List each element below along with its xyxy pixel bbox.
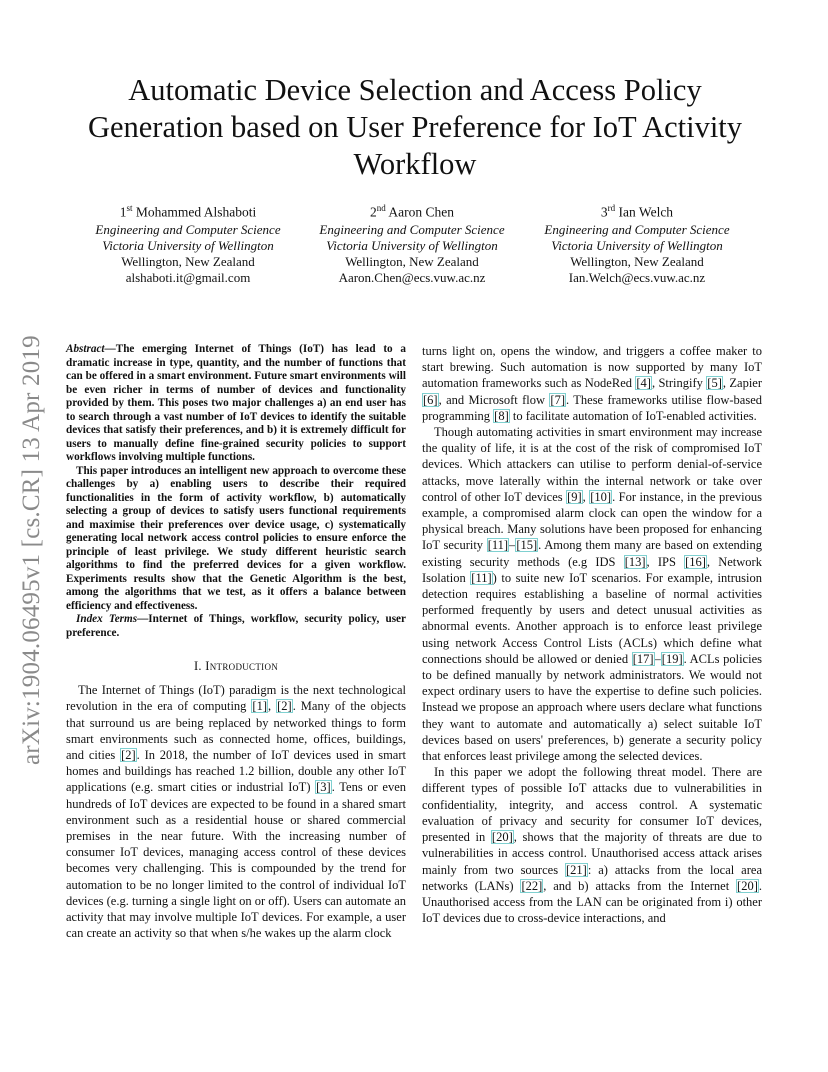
citation-link[interactable]: [3] <box>316 780 331 795</box>
citation-link[interactable]: [13] <box>624 554 646 569</box>
index-terms-label: Index Terms <box>76 613 138 625</box>
author-univ: Victoria University of Wellington <box>551 237 723 253</box>
citation-link[interactable]: [15] <box>516 538 538 553</box>
arxiv-stamp-text: arXiv:1904.06495v1 [cs.CR] 13 Apr 2019 <box>18 335 45 765</box>
right-column <box>422 343 762 926</box>
author-city: Wellington, New Zealand <box>345 254 479 270</box>
intro-paragraph-3: In this paper we adopt the following threat model. There are different types of possible IoT attacks due to vulnerabilities in confidentiality, integrity, and access control. A systematic evaluation of privacy and security for consumer IoT devices, presented in [20], shows that the majority of threats are due to vulnerabilities in access control. Unauthorised access attack arises mainly from two sources [21]: a) attacks from the local area networks (LANs) [22], and b) attacks from the Internet [20]. Unauthorised access from the LAN can be originated from i) other IoT devices due to cross-device interactions, and <box>422 765 762 926</box>
author-3: 3rd Ian Welch Engineering and Computer Science Victoria University of Wellington Wellington, New Zealand Ian.Welch@ecs.vuw.ac.nz <box>527 200 747 287</box>
author-1: 1st Mohammed Alshaboti Engineering and Computer Science Victoria University of Wellington Wellington, New Zealand alshaboti.it@gmail.com <box>78 200 298 287</box>
author-dept: Engineering and Computer Science <box>95 221 281 237</box>
author-email: Aaron.Chen@ecs.vuw.ac.nz <box>338 270 486 286</box>
paper-title: Automatic Device Selection and Access Policy Generation based on User Preference for IoT Activity Workflow <box>87 73 743 181</box>
author-univ: Victoria University of Wellington <box>102 237 274 253</box>
citation-link[interactable]: [20] <box>491 830 513 845</box>
citation-link[interactable]: [11] <box>471 570 492 585</box>
abstract <box>66 343 406 640</box>
left-column <box>66 343 406 941</box>
citation-link[interactable]: [5] <box>707 376 722 391</box>
author-city: Wellington, New Zealand <box>121 254 255 270</box>
author-city: Wellington, New Zealand <box>570 254 704 270</box>
author-name: Mohammed Alshaboti <box>135 204 257 220</box>
citation-link[interactable]: [16] <box>685 554 706 569</box>
citation-link[interactable]: [19] <box>661 651 683 666</box>
author-email: alshaboti.it@gmail.com <box>125 270 251 286</box>
intro-paragraph-1-cont: turns light on, opens the window, and triggers a coffee maker to start brewing. Such automation is now supported by many IoT automation frameworks such as NodeRed [4], Stringify [5], Zapier [6], and Microsoft flow [7]. These frameworks utilise flow-based programming [8] to facilitate automation of IoT-enabled activities. <box>422 344 762 423</box>
author-dept: Engineering and Computer Science <box>319 221 505 237</box>
citation-link[interactable]: [22] <box>521 878 543 893</box>
author-dept: Engineering and Computer Science <box>544 221 730 237</box>
citation-link[interactable]: [1] <box>252 699 267 714</box>
author-2: 2nd Aaron Chen Engineering and Computer Science Victoria University of Wellington Wellington, New Zealand Aaron.Chen@ecs.vuw.ac.nz <box>302 200 522 287</box>
citation-link[interactable]: [10] <box>590 489 612 504</box>
author-name: Aaron Chen <box>388 204 454 220</box>
section-heading-introduction: I. Introduction <box>193 659 279 673</box>
citation-link[interactable]: [7] <box>550 392 565 407</box>
citation-link[interactable]: [8] <box>494 408 509 423</box>
author-email: Ian.Welch@ecs.vuw.ac.nz <box>568 270 706 286</box>
author-univ: Victoria University of Wellington <box>326 237 498 253</box>
citation-link[interactable]: [2] <box>277 699 292 714</box>
citation-link[interactable]: [17] <box>632 651 654 666</box>
intro-paragraph-1: The Internet of Things (IoT) paradigm is the next technological revolution in the era of computing [1], [2]. Many of the objects that surround us are being replaced by networked things to form smart environments such as connected home, offices, buildings, and cities [2]. In 2018, the number of IoT devices used in smart homes and buildings has reached 1.2 billion, double any other IoT applications (e.g. smart cities or industrial IoT) [3]. Tens or even hundreds of IoT devices are expected to be found in a shared smart environment such as a residential house or shared commercial premises in the near future. With the increasing number of consumer IoT devices, managing access control of these devices becomes very challenging. This is compounded by the trend for automation to be no longer limited to the control of individual IoT devices (e.g. turning a single light on or off). Users can automate an activity that may involve multiple IoT devices. For example, a user can create an activity so that when s/he wakes up the alarm clock <box>66 683 406 941</box>
intro-paragraph-2: Though automating activities in smart environment may increase the quality of life, it is at the cost of the risk of compromised IoT devices. Which attackers can utilise to perform denial-of-service attacks, move laterally within the internal network or take over control of other IoT devices [9], [10]. For instance, in the previous example, a compromised alarm clock can open the window for a physical breach. Many solutions have been proposed for enhancing IoT security [11]–[15]. Among them many are based on extending existing security methods (e.g IDS [13], IPS [16], Network Isolation [11]) to suite new IoT scenarios. For example, intrusion detection requires establishing a baseline of normal activities performed frequently by users and detect unusual activities as abnormal events. Another approach is to enforce least privilege using network Access Control Lists (ACLs) which define what connections should be allowed or denied [17]–[19]. ACLs policies to be defined manually by network administrators. We would not expect ordinary users to have the expertise to define such policies. Instead we propose an approach where users declare what functions they want to automate and automatically a) select suitable IoT devices based on users' preferences, b) generate a security policy that enforces least privilege among the selected devices. <box>422 425 762 764</box>
citation-link[interactable]: [11] <box>487 538 509 553</box>
citation-link[interactable]: [21] <box>566 862 587 877</box>
citation-link[interactable]: [6] <box>423 392 438 407</box>
abstract-text-2: This paper introduces an intelligent new approach to overcome these challenges by a) enabling users to describe their required functionalities in the form of activity workflow, b) automatically selecting a group of devices to satisfy users functional requirements and maximise their preferences over device usage, c) systematically generating local network access control policies to ensure enforce the principle of least privilege. We study different heuristic search algorithms to find the preferred devices for a given workflow. Experiments results show that the Genetic Algorithm is the best, among the algorithms that we test, as it offers a balance between efficiency and effectiveness. <box>66 464 406 612</box>
citation-link[interactable]: [4] <box>636 376 651 391</box>
abstract-text-1: —The emerging Internet of Things (IoT) has lead to a dramatic increase in type, quantity, and the number of functions that can be offered in a smart environment. Future smart environments will be even richer in terms of number of devices and functionality provided by them. This poses two major challenges a) an end user has to search through a vast number of IoT devices to identify the suitable devices that satisfy their preferences, and b) it is extremely difficult for users to manually define fine-grained security policies to support workflows involving multiple functions. <box>66 343 406 463</box>
abstract-label: Abstract <box>66 343 105 355</box>
citation-link[interactable]: [20] <box>737 878 758 893</box>
index-terms-text: —Internet of Things, workflow, security policy, user preference. <box>66 613 406 639</box>
author-name: Ian Welch <box>618 204 674 220</box>
arxiv-stamp <box>18 285 58 765</box>
citation-link[interactable]: [2] <box>121 748 136 763</box>
citation-link[interactable]: [9] <box>567 489 582 504</box>
